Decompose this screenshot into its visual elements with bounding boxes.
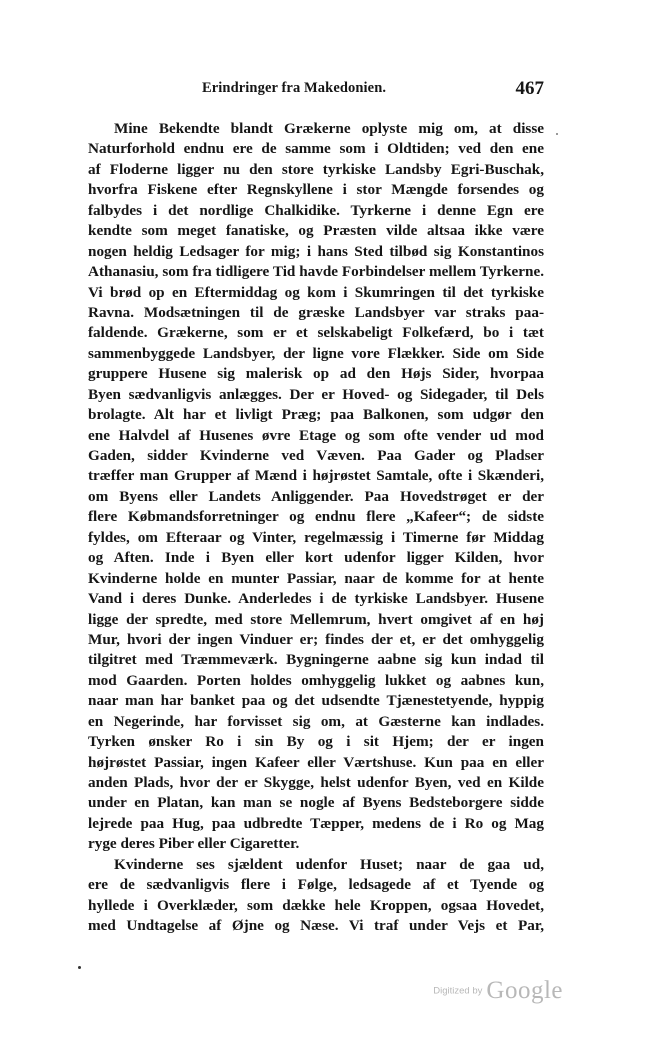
text-line: brolagte. Alt har et livligt Præg; paa Balkonen, som udgør den xyxy=(88,406,544,424)
text-line: Gaden, sidder Kvinderne ved Væven. Paa Gader og Pladser xyxy=(88,447,544,464)
text-line: nogen heldig Ledsager for mig; i hans Sted tilbød sig Konstantinos xyxy=(88,242,544,260)
digitization-watermark xyxy=(433,977,563,1005)
text-line: mod Gaarden. Porten holdes omhyggelig lukket og aabnes kun, xyxy=(88,671,544,689)
paragraph-end-line: ryge deres Piber eller Cigaretter. xyxy=(88,835,300,853)
text-line: ligge der spredte, med store Mellemrum, hvert omgivet af en høj xyxy=(88,610,544,628)
text-line: anden Plads, hvor der er Skygge, helst udenfor Byen, ved en Kilde xyxy=(88,774,544,791)
watermark-brand-logo: Google xyxy=(486,977,563,1004)
paragraph-1-line: Mine Bekendte blandt Grækerne oplyste mig om, at disse xyxy=(114,120,544,137)
text-line: Tyrken ønsker Ro i sin By og i sit Hjem; der er ingen xyxy=(88,733,544,751)
watermark-prefix: Digitized by xyxy=(433,985,483,997)
text-line: hvorfra Fiskene efter Regnskyllene i stor Mængde forsendes og xyxy=(88,181,544,199)
paragraph-2-line: Kvinderne ses sjældent udenfor Huset; naar de gaa ud, xyxy=(114,855,544,873)
text-line: naar man har banket paa og det udsendte Tjænestetyende, hyppig xyxy=(88,692,544,710)
body-text xyxy=(88,119,544,937)
text-line: træffer man Grupper af Mænd i højrøstet Samtale, ofte i Skænderi, xyxy=(88,467,544,485)
text-line: Byen sædvanligvis anlægges. Der er Hoved- og Sidegader, til Dels xyxy=(88,385,544,403)
text-line: ere de sædvanligvis flere i Følge, ledsagede af et Tyende og xyxy=(88,876,544,894)
text-line: falbydes i det nordlige Chalkidike. Tyrkerne i denne Egn ere xyxy=(88,201,544,219)
text-line: Vi brød op en Eftermiddag og kom i Skumringen til det tyrkiske xyxy=(88,283,544,301)
text-line: hyllede i Overklæder, som dække hele Kroppen, ogsaa Hovedet, xyxy=(88,896,544,914)
text-line: og Aften. Inde i Byen eller kort udenfor ligger Kilden, hvor xyxy=(88,549,544,567)
text-line: tilgitret med Træmmeværk. Bygningerne aabne sig kun indad til xyxy=(88,651,544,669)
text-line: flere Købmandsforretninger og endnu flere „Kafeer“; de sidste xyxy=(88,508,544,526)
text-line: af Floderne ligger nu den store tyrkiske Landsby Egri-Buschak, xyxy=(88,160,544,178)
text-line: Vand i deres Dunke. Anderledes i de tyrkiske Landsbyer. Husene xyxy=(88,590,544,608)
text-line: ene Halvdel af Husenes øvre Etage og som ofte vender ud mod xyxy=(88,426,544,444)
text-line: Naturforhold endnu ere de samme som i Oldtiden; ved den ene xyxy=(88,140,544,158)
text-line: gruppere Husene sig malerisk op ad den Højs Sider, hvorpaa xyxy=(88,365,544,383)
text-line: med Undtagelse af Øjne og Næse. Vi traf under Vejs et Par, xyxy=(88,917,544,935)
page-number: 467 xyxy=(515,78,544,99)
text-line: højrøstet Passiar, ingen Kafeer eller Værtshuse. Kun paa en eller xyxy=(88,753,544,771)
running-head xyxy=(88,78,544,102)
text-line: sammenbyggede Landsbyer, der ligne vore Flækker. Side om Side xyxy=(88,344,544,362)
margin-speck xyxy=(556,133,558,135)
text-line: lejrede paa Hug, paa udbredte Tæpper, medens de i Ro og Mag xyxy=(88,814,544,832)
stray-ink-mark xyxy=(78,966,81,969)
text-line: en Negerinde, har forvisset sig om, at Gæsterne kan indlades. xyxy=(88,712,544,730)
text-line: Mur, hvori der ingen Vinduer er; findes der et, er det omhyggelig xyxy=(88,630,544,648)
text-line: om Byens eller Landets Anliggender. Paa Hovedstrøget er der xyxy=(88,487,544,505)
text-line: kendte som meget fanatiske, og Præsten vilde altsaa ikke være xyxy=(88,222,544,240)
text-line: Athanasiu, som fra tidligere Tid havde Forbindelser mellem Tyrkerne. xyxy=(88,263,544,281)
text-line: faldende. Grækerne, som er et selskabeligt Folkefærd, bo i tæt xyxy=(88,324,544,342)
text-line: Kvinderne holde en munter Passiar, naar de komme for at hente xyxy=(88,569,544,587)
text-line: fyldes, om Efteraar og Vinter, regelmæssig i Timerne før Middag xyxy=(88,528,544,546)
running-title: Erindringer fra Makedonien. xyxy=(202,80,387,96)
text-line: under en Platan, kan man se nogle af Byens Bedsteborgere sidde xyxy=(88,794,544,812)
text-line: Ravna. Modsætningen til de græske Landsbyer var straks paa- xyxy=(88,303,544,321)
